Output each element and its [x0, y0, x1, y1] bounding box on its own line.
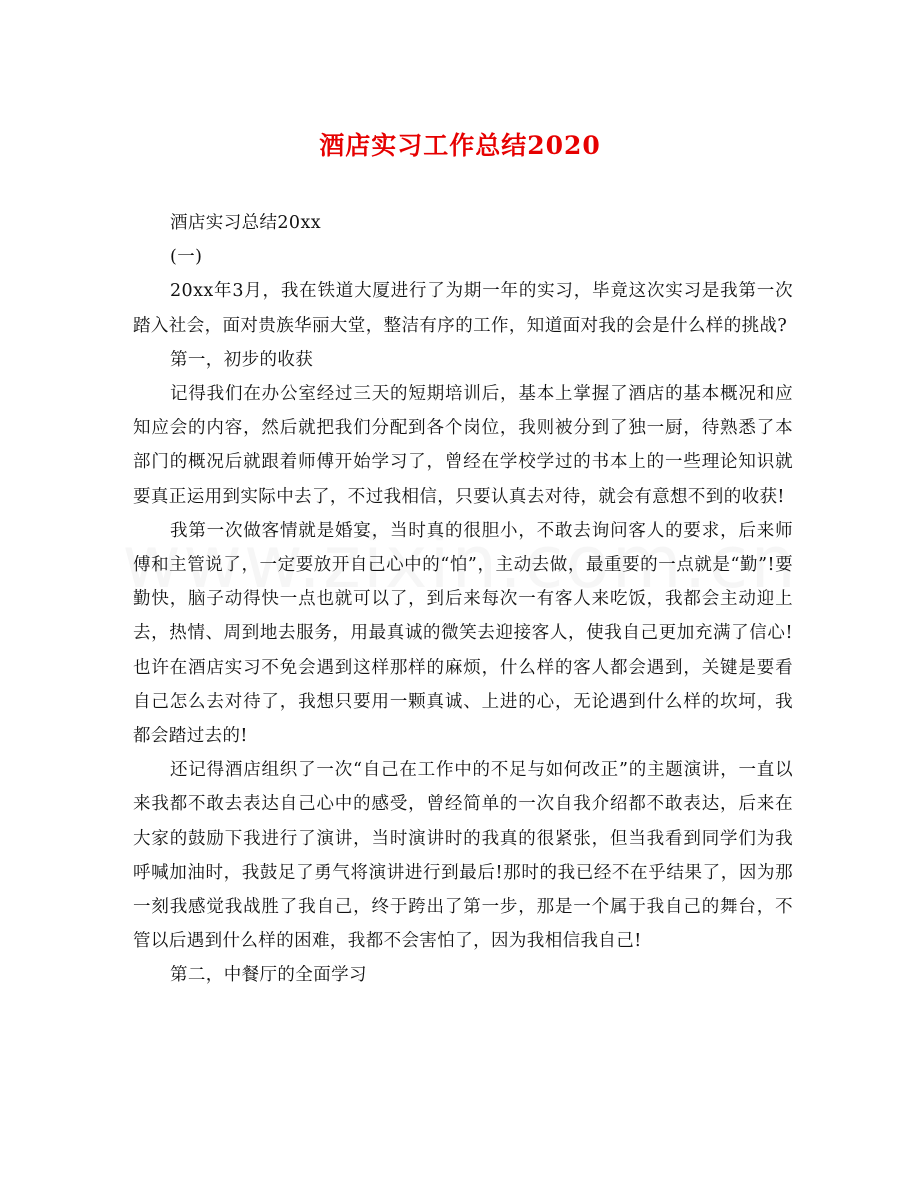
- section-heading: 第二，中餐厅的全面学习: [170, 965, 367, 986]
- document-body: [133, 206, 793, 993]
- body-paragraph: 20xx年3月，我在铁道大厦进行了为期一年的实习，毕竟这次实习是我第一次踏入社会，面对贵族华丽大堂，整洁有序的工作，知道面对我的会是什么样的挑战?: [133, 281, 793, 336]
- section-number: (一): [170, 247, 203, 268]
- body-paragraph: 我第一次做客情就是婚宴，当时真的很胆小，不敢去询问客人的要求，后来师傅和主管说了，一定要放开自己心中的“怕”，主动去做，最重要的一点就是“勤”!要勤快，脑子动得快一点也就可以了，到后来每次一有客人来吃饭，我都会主动迎上去，热情、周到地去服务，用最真诚的微笑去迎接客人，使我自己更加充满了信心!也许在酒店实习不免会遇到这样那样的麻烦，什么样的客人都会遇到，关键是要看自己怎么去对待了，我想只要用一颗真诚、上进的心，无论遇到什么样的坎坷，我都会踏过去的!: [133, 520, 793, 747]
- section-heading: 第一，初步的收获: [170, 349, 314, 370]
- body-paragraph: 还记得酒店组织了一次“自己在工作中的不足与如何改正”的主题演讲，一直以来我都不敢去表达自己心中的感受，曾经简单的一次自我介绍都不敢表达，后来在大家的鼓励下我进行了演讲，当时演讲时的我真的很紧张，但当我看到同学们为我呼喊加油时，我鼓足了勇气将演讲进行到最后!那时的我已经不在乎结果了，因为那一刻我感觉我战胜了我自己，终于跨出了第一步，那是一个属于我自己的舞台，不管以后遇到什么样的困难，我都不会害怕了，因为我相信我自己!: [133, 760, 793, 952]
- subtitle-paragraph: 酒店实习总结20xx: [170, 213, 322, 233]
- body-paragraph: 记得我们在办公室经过三天的短期培训后，基本上掌握了酒店的基本概况和应知应会的内容，然后就把我们分配到各个岗位，我则被分到了独一厨，待熟悉了本部门的概况后就跟着师傅开始学习了，曾经在学校学过的书本上的一些理论知识就要真正运用到实际中去了，不过我相信，只要认真去对待，就会有意想不到的收获!: [133, 384, 793, 507]
- document-title: 酒店实习工作总结2020: [319, 131, 601, 160]
